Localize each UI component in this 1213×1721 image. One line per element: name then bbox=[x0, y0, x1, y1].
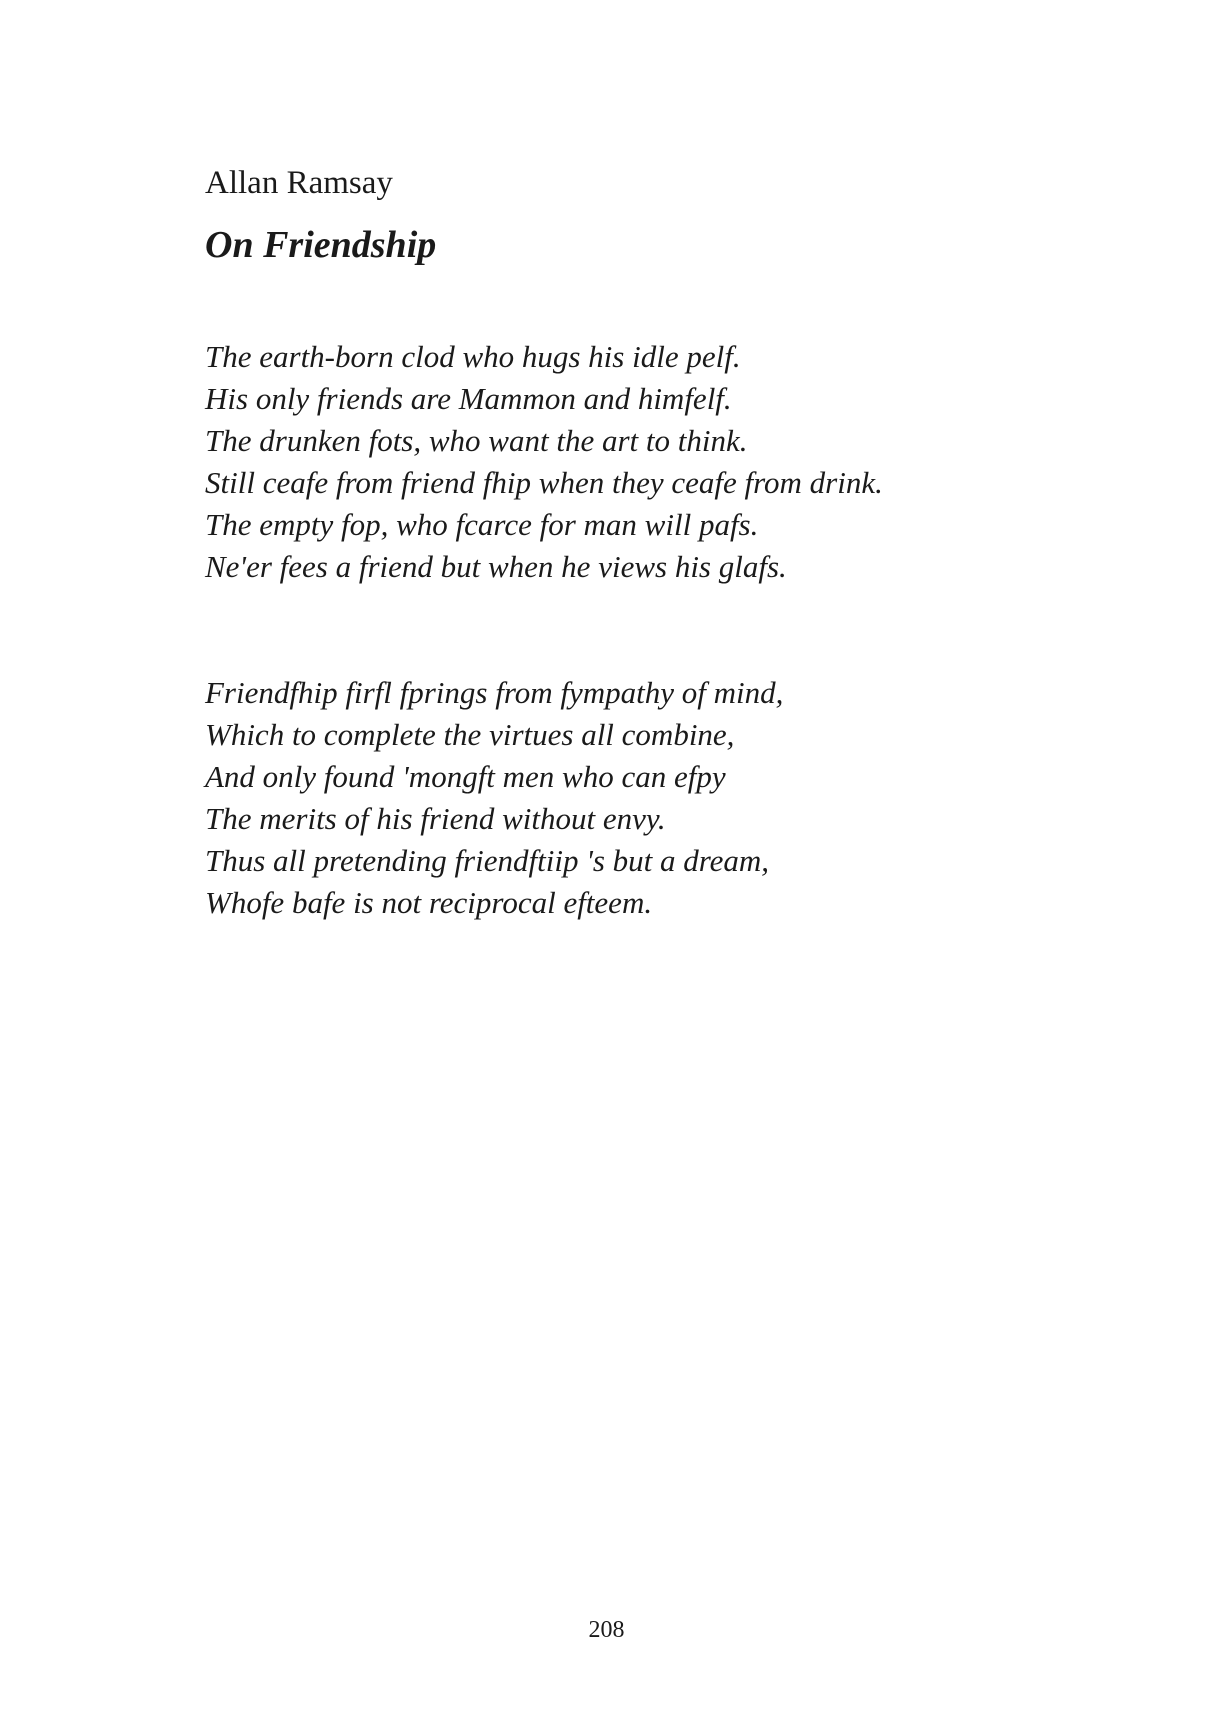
verse-line: The empty fop, who fcarce for man will pafs. bbox=[205, 507, 759, 542]
author-name: Allan Ramsay bbox=[205, 165, 393, 201]
verse-line: Still ceafe from friend fhip when they ceafe from drink. bbox=[205, 465, 883, 500]
page-number: 208 bbox=[588, 1617, 625, 1643]
verse-line: The drunken fots, who want the art to think. bbox=[205, 423, 748, 458]
stanza-1 bbox=[205, 336, 883, 588]
poem-title: On Friendship bbox=[205, 224, 437, 266]
verse-line: Whofe bafe is not reciprocal efteem. bbox=[205, 885, 653, 920]
verse-line: Which to complete the virtues all combine, bbox=[205, 717, 735, 752]
verse-line: Thus all pretending friendftiip 's but a dream, bbox=[205, 843, 770, 878]
verse-line: Friendfhip firfl fprings from fympathy of mind, bbox=[205, 675, 784, 710]
verse-line: And only found 'mongft men who can efpy bbox=[205, 759, 726, 794]
verse-line: Ne'er fees a friend but when he views his glafs. bbox=[205, 549, 787, 584]
stanza-2 bbox=[205, 672, 783, 924]
verse-line: The merits of his friend without envy. bbox=[205, 801, 666, 836]
verse-line: His only friends are Mammon and himfelf. bbox=[205, 381, 732, 416]
verse-line: The earth-born clod who hugs his idle pelf. bbox=[205, 339, 741, 374]
